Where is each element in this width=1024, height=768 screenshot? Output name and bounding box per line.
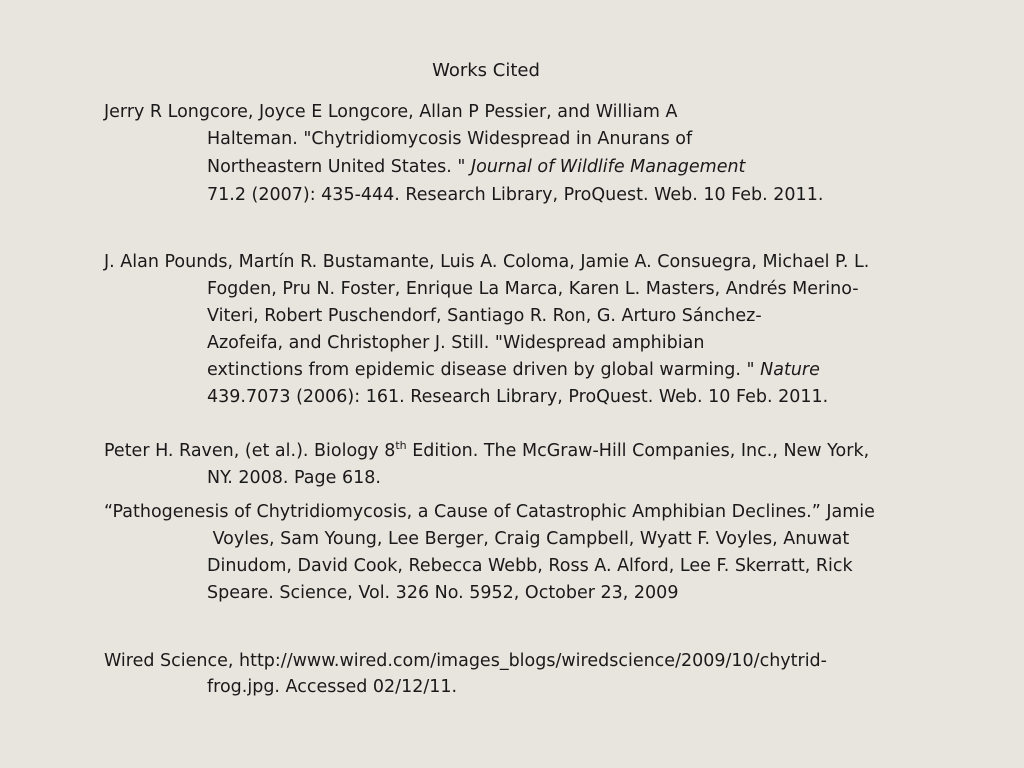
citation-line: 439.7073 (2006): 161. Research Library, ProQuest. Web. 10 Feb. 2011.: [207, 387, 829, 407]
citation-text: Peter H. Raven, (et al.). Biology 8: [104, 441, 396, 461]
citation-line: [104, 440, 869, 462]
citation-line: Wired Science, http://www.wired.com/images_blogs/wiredscience/2009/10/chytrid-: [104, 651, 827, 671]
citation-line: Jerry R Longcore, Joyce E Longcore, Allan P Pessier, and William A: [104, 102, 678, 122]
superscript: th: [395, 439, 407, 453]
citation-line: Speare. Science, Vol. 326 No. 5952, October 23, 2009: [207, 583, 679, 603]
citation-line: Halteman. "Chytridiomycosis Widespread in Anurans of: [207, 129, 693, 149]
citation-line: “Pathogenesis of Chytridiomycosis, a Cause of Catastrophic Amphibian Declines.” Jamie: [104, 502, 875, 522]
citation-text: Edition. The McGraw-Hill Companies, Inc., New York,: [406, 441, 870, 461]
citation-text: Northeastern United States. ": [207, 157, 471, 177]
citation-line: J. Alan Pounds, Martín R. Bustamante, Luis A. Coloma, Jamie A. Consuegra, Michael P. L.: [104, 252, 870, 272]
citation-line: 71.2 (2007): 435-444. Research Library, ProQuest. Web. 10 Feb. 2011.: [207, 185, 824, 205]
journal-title: Nature: [760, 360, 820, 380]
citation-line: Fogden, Pru N. Foster, Enrique La Marca, Karen L. Masters, Andrés Merino-: [207, 279, 859, 299]
citation-line: frog.jpg. Accessed 02/12/11.: [207, 677, 458, 697]
citation-line: Viteri, Robert Puschendorf, Santiago R. Ron, G. Arturo Sánchez-: [207, 306, 762, 326]
citation-line: Voyles, Sam Young, Lee Berger, Craig Campbell, Wyatt F. Voyles, Anuwat: [207, 529, 850, 549]
citation-line: [207, 359, 820, 381]
page-title: Works Cited: [432, 60, 540, 81]
citation-line: Dinudom, David Cook, Rebecca Webb, Ross A. Alford, Lee F. Skerratt, Rick: [207, 556, 853, 576]
citation-line: Azofeifa, and Christopher J. Still. "Widespread amphibian: [207, 333, 705, 353]
citation-text: extinctions from epidemic disease driven by global warming. ": [207, 360, 761, 380]
journal-title: Journal of Wildlife Management: [470, 157, 746, 177]
citation-line: [207, 156, 745, 178]
citation-line: NY. 2008. Page 618.: [207, 468, 381, 488]
